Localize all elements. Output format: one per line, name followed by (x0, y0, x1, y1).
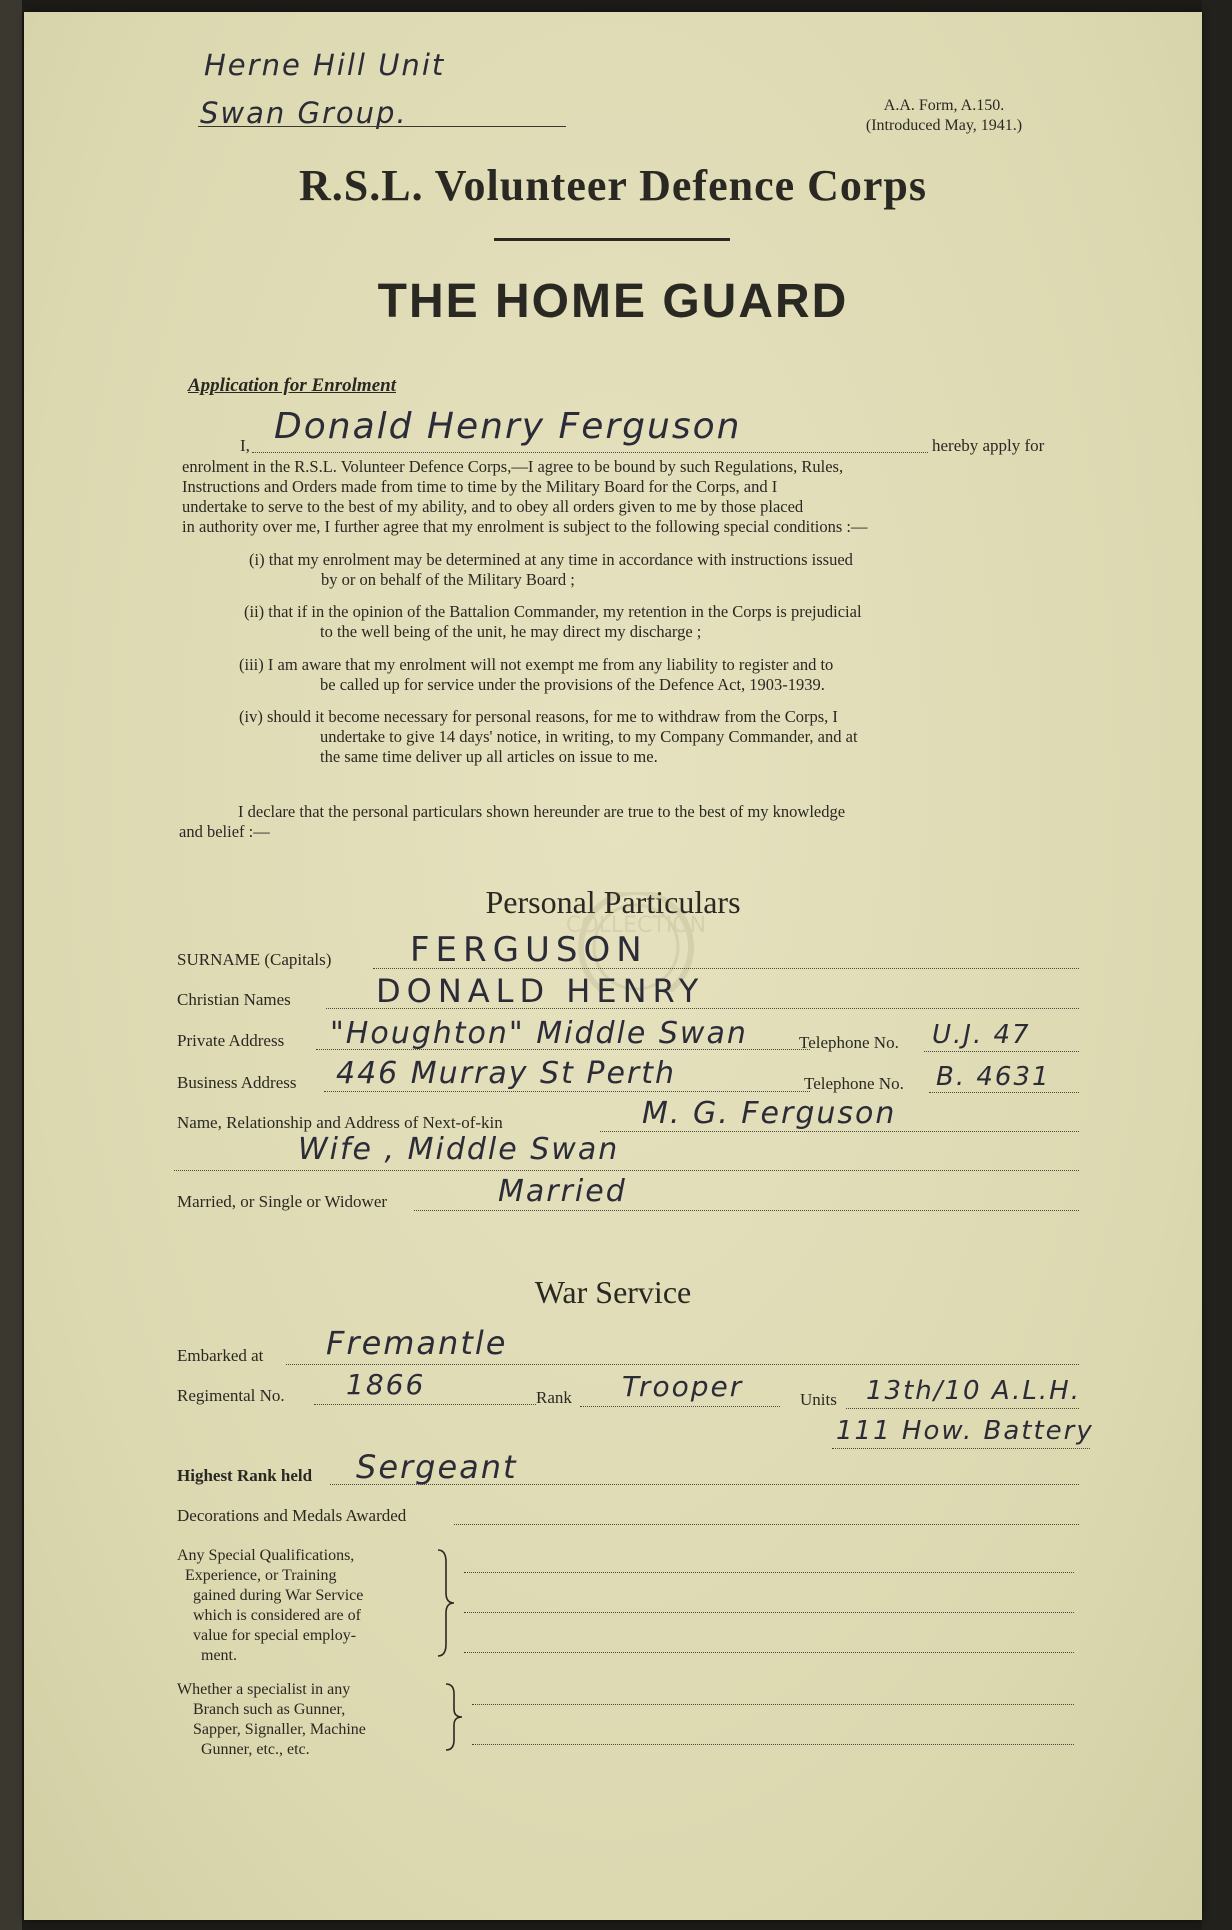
decorations-line (454, 1524, 1079, 1525)
units-line (846, 1408, 1079, 1409)
specialist-text: Branch such as Gunner, (193, 1701, 346, 1718)
condition-i (249, 550, 1099, 590)
private-address-label: Private Address (177, 1031, 285, 1050)
condition-text: to the well being of the unit, he may direct my discharge ; (320, 622, 702, 641)
specialist-line (472, 1744, 1074, 1745)
condition-text: I am aware that my enrolment will not exempt me from any liability to register and to (267, 655, 834, 674)
rank-label: Rank (536, 1388, 572, 1407)
enrolment-text (182, 457, 1082, 537)
condition-number: (iv) (239, 707, 263, 726)
regimental-number-value: 1866 (346, 1368, 426, 1401)
applicant-name: Donald Henry Ferguson (274, 406, 742, 447)
marital-status-label: Married, or Single or Widower (177, 1192, 388, 1211)
qualifications-text: which is considered are of (193, 1607, 361, 1624)
next-of-kin-line2 (174, 1170, 1079, 1171)
business-address-label: Business Address (177, 1073, 297, 1092)
private-telephone-value: U.J. 47 (932, 1020, 1031, 1050)
marital-status-value: Married (498, 1174, 627, 1209)
qualifications-line (464, 1612, 1074, 1613)
qualifications-line (464, 1652, 1074, 1653)
enrolment-line: Instructions and Orders made from time to time by the Military Board for the Corps, and I (182, 477, 778, 496)
form-introduced: (Introduced May, 1941.) (865, 117, 1023, 134)
qualifications-text: gained during War Service (193, 1587, 364, 1604)
scan-edge-right (1202, 0, 1232, 1930)
condition-text: by or on behalf of the Military Board ; (321, 570, 575, 589)
qualifications-text: Experience, or Training (185, 1567, 337, 1584)
units-value-2: 111 How. Battery (836, 1416, 1094, 1446)
decorations-label: Decorations and Medals Awarded (177, 1506, 407, 1525)
title-rule (494, 238, 730, 241)
private-telephone-label: Telephone No. (799, 1033, 899, 1052)
condition-text: undertake to give 14 days' notice, in writing, to my Company Commander, and at (320, 727, 858, 746)
enrolment-line: enrolment in the R.S.L. Volunteer Defence Corps,—I agree to be bound by such Regulations, Rules, (182, 457, 844, 476)
business-telephone-value: B. 4631 (936, 1062, 1051, 1092)
condition-number: (i) (249, 550, 265, 569)
qualifications-text: ment. (201, 1647, 237, 1664)
units-label: Units (800, 1390, 837, 1409)
form-number: A.A. Form, A.150. (883, 97, 1005, 114)
qualifications-text: Any Special Qualifications, (177, 1547, 355, 1564)
apply-suffix: hereby apply for (932, 436, 1045, 455)
surname-value: FERGUSON (410, 930, 648, 970)
private-address-value: "Houghton" Middle Swan (330, 1016, 748, 1051)
embarked-label: Embarked at (177, 1346, 264, 1365)
qualifications-label (177, 1546, 363, 1666)
regimental-number-label: Regimental No. (177, 1386, 285, 1405)
applicant-prefix: I, (240, 436, 250, 455)
specialist-text: Sapper, Signaller, Machine (193, 1721, 366, 1738)
next-of-kin-name: M. G. Ferguson (642, 1096, 897, 1131)
declaration-line1: I declare that the personal particulars shown hereunder are true to the best of my knowledge (238, 802, 846, 821)
private-telephone-line (924, 1051, 1079, 1052)
surname-label: SURNAME (Capitals) (177, 950, 332, 969)
handwritten-unit: Herne Hill Unit (204, 48, 446, 82)
condition-number: (ii) (244, 602, 265, 621)
condition-text: be called up for service under the provisions of the Defence Act, 1903-1939. (320, 675, 825, 694)
scan-edge-left (0, 0, 22, 1930)
embarked-line (286, 1364, 1079, 1365)
enrolment-line: in authority over me, I further agree that my enrolment is subject to the following special conditions :— (182, 517, 868, 536)
watermark-label: COLLECTION (565, 913, 707, 938)
rank-value: Trooper (622, 1370, 744, 1403)
condition-iv (239, 707, 1109, 767)
business-address-value: 446 Murray St Perth (336, 1056, 677, 1091)
condition-iii (239, 655, 1109, 695)
form-sheet (24, 12, 1202, 1920)
qualifications-text: value for special employ- (193, 1627, 357, 1644)
condition-text: the same time deliver up all articles on issue to me. (320, 747, 658, 766)
enrolment-line: undertake to serve to the best of my ability, and to obey all orders given to me by those placed (182, 497, 804, 516)
christian-names-label: Christian Names (177, 990, 291, 1009)
next-of-kin-address: Wife , Middle Swan (298, 1132, 620, 1167)
condition-ii (244, 602, 1104, 642)
units-line2 (832, 1448, 1090, 1449)
christian-names-value: DONALD HENRY (376, 972, 705, 1010)
specialist-brace (442, 1682, 464, 1752)
applicant-line (252, 452, 928, 453)
marital-status-line (414, 1210, 1079, 1211)
rank-line (580, 1406, 780, 1407)
handwritten-group: Swan Group. (200, 96, 408, 130)
specialist-label (177, 1680, 366, 1760)
highest-rank-value: Sergeant (356, 1448, 518, 1486)
specialist-line (472, 1704, 1074, 1705)
specialist-text: Gunner, etc., etc. (201, 1741, 310, 1758)
highest-rank-label: Highest Rank held (177, 1466, 313, 1485)
regimental-number-line (314, 1404, 536, 1405)
condition-number: (iii) (239, 655, 264, 674)
business-telephone-label: Telephone No. (804, 1074, 904, 1093)
form-subtitle: THE HOME GUARD (377, 275, 849, 328)
war-service-heading: War Service (534, 1274, 692, 1310)
condition-text: that if in the opinion of the Battalion Commander, my retention in the Corps is prejudicial (268, 602, 862, 621)
business-address-line (324, 1091, 810, 1092)
business-telephone-line (929, 1092, 1079, 1093)
qualifications-brace (434, 1548, 456, 1658)
personal-heading: Personal Particulars (485, 884, 741, 920)
application-heading: Application for Enrolment (188, 375, 396, 396)
form-title: R.S.L. Volunteer Defence Corps (298, 161, 928, 210)
qualifications-line (464, 1572, 1074, 1573)
condition-text: that my enrolment may be determined at any time in accordance with instructions issued (268, 550, 853, 569)
form-reference (824, 96, 1064, 136)
embarked-value: Fremantle (326, 1324, 508, 1362)
units-value-1: 13th/10 A.L.H. (866, 1376, 1081, 1406)
specialist-text: Whether a specialist in any (177, 1681, 351, 1698)
declaration-line2: and belief :— (179, 822, 270, 841)
header-underline (198, 126, 566, 127)
next-of-kin-label: Name, Relationship and Address of Next-of-kin (177, 1113, 503, 1132)
condition-text: should it become necessary for personal reasons, for me to withdraw from the Corps, I (266, 707, 838, 726)
next-of-kin-line (600, 1131, 1079, 1132)
